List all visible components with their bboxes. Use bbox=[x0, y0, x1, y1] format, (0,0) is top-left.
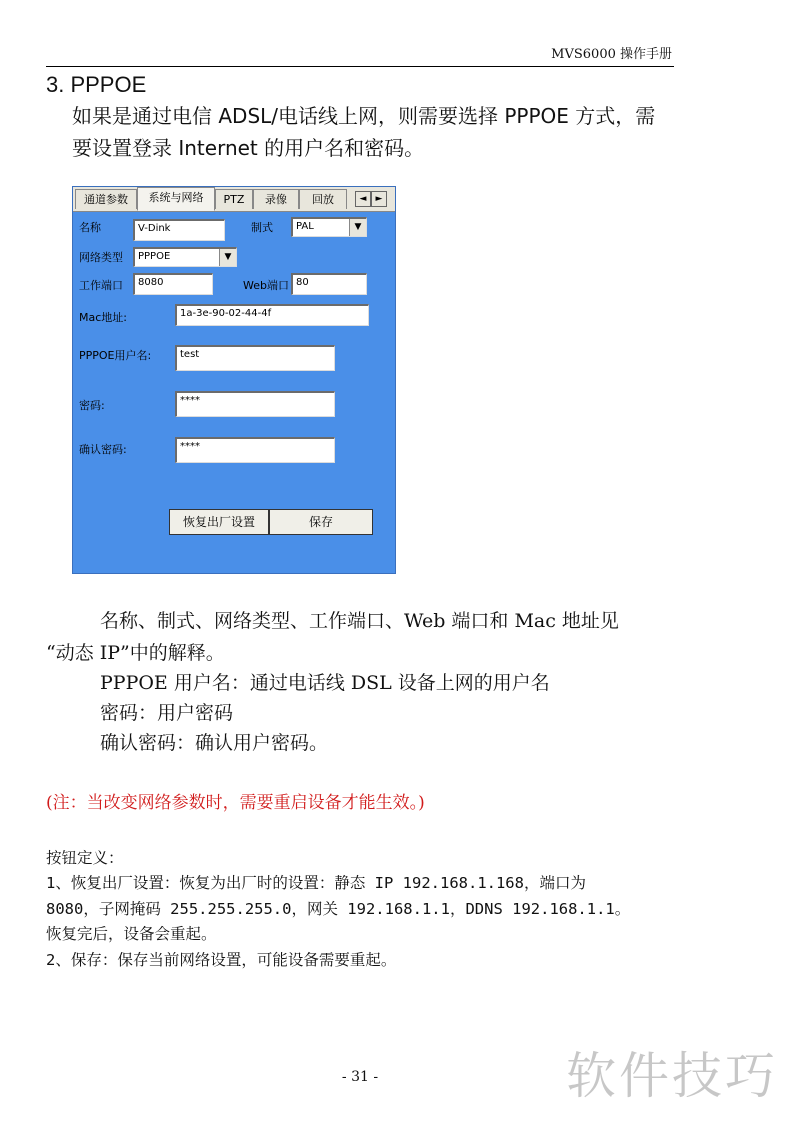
section-title: 3. PPPOE bbox=[46, 72, 147, 97]
chevron-down-icon[interactable]: ▼ bbox=[349, 219, 366, 236]
work-port-label: 工作端口 bbox=[79, 279, 123, 292]
tab-record[interactable]: 录像 bbox=[253, 189, 299, 209]
mac-label: Mac地址: bbox=[79, 311, 127, 324]
chevron-down-icon[interactable]: ▼ bbox=[219, 249, 236, 266]
page-number: - 31 - bbox=[341, 1069, 379, 1085]
header-divider bbox=[46, 66, 674, 67]
desc-line-5: 确认密码：确认用户密码。 bbox=[100, 732, 329, 754]
web-port-input[interactable]: 80 bbox=[291, 273, 367, 295]
confirm-password-input[interactable]: **** bbox=[175, 437, 335, 463]
button-def-line-1: 1、恢复出厂设置：恢复为出厂时的设置：静态 IP 192.168.1.168，端口为 bbox=[46, 874, 586, 892]
mac-input[interactable]: 1a-3e-90-02-44-4f bbox=[175, 304, 369, 326]
warning-note: (注：当改变网络参数时，需要重启设备才能生效。) bbox=[46, 793, 425, 813]
tab-ptz[interactable]: PTZ bbox=[215, 189, 253, 209]
button-def-line-2: 8080，子网掩码 255.255.255.0，网关 192.168.1.1，DDNS 192.168.1.1。 bbox=[46, 900, 631, 918]
tab-system-network[interactable]: 系统与网络 bbox=[137, 187, 215, 211]
network-type-select[interactable] bbox=[133, 247, 237, 267]
desc-line-4: 密码：用户密码 bbox=[100, 702, 234, 724]
intro-line-2: 要设置登录 Internet 的用户名和密码。 bbox=[72, 136, 425, 160]
button-def-line-4: 2、保存：保存当前网络设置，可能设备需要重起。 bbox=[46, 951, 397, 969]
tab-channel-params[interactable]: 通道参数 bbox=[75, 189, 137, 209]
button-def-title: 按钮定义： bbox=[46, 849, 124, 867]
confirm-password-label: 确认密码: bbox=[79, 443, 127, 456]
name-label: 名称 bbox=[79, 221, 101, 234]
tab-scroll-right-icon[interactable]: ► bbox=[371, 191, 387, 207]
desc-line-3: PPPOE 用户名：通过电话线 DSL 设备上网的用户名 bbox=[100, 672, 550, 694]
password-input[interactable]: **** bbox=[175, 391, 335, 417]
restore-factory-button[interactable]: 恢复出厂设置 bbox=[169, 509, 269, 535]
watermark: 软件技巧 bbox=[566, 1047, 778, 1105]
name-input[interactable]: V-Dink bbox=[133, 219, 225, 241]
network-settings-panel bbox=[72, 186, 396, 574]
format-select[interactable] bbox=[291, 217, 367, 237]
format-select-value: PAL bbox=[296, 221, 314, 232]
work-port-input[interactable]: 8080 bbox=[133, 273, 213, 295]
save-button[interactable]: 保存 bbox=[269, 509, 373, 535]
network-type-label: 网络类型 bbox=[79, 251, 123, 264]
desc-line-2: “动态 IP”中的解释。 bbox=[46, 642, 225, 664]
pppoe-user-label: PPPOE用户名: bbox=[79, 349, 152, 362]
button-def-line-3: 恢复完后，设备会重起。 bbox=[46, 925, 217, 943]
header-title: MVS6000 操作手册 bbox=[551, 47, 672, 62]
tab-scroll-left-icon[interactable]: ◄ bbox=[355, 191, 371, 207]
pppoe-user-input[interactable]: test bbox=[175, 345, 335, 371]
tab-bar bbox=[73, 187, 395, 212]
password-label: 密码: bbox=[79, 399, 105, 412]
format-label: 制式 bbox=[251, 221, 273, 234]
web-port-label: Web端口 bbox=[243, 279, 289, 292]
tab-playback[interactable]: 回放 bbox=[299, 189, 347, 209]
desc-line-1: 名称、制式、网络类型、工作端口、Web 端口和 Mac 地址见 bbox=[100, 610, 619, 632]
intro-line-1: 如果是通过电信 ADSL/电话线上网，则需要选择 PPPOE 方式，需 bbox=[72, 104, 656, 128]
network-type-select-value: PPPOE bbox=[138, 251, 171, 262]
